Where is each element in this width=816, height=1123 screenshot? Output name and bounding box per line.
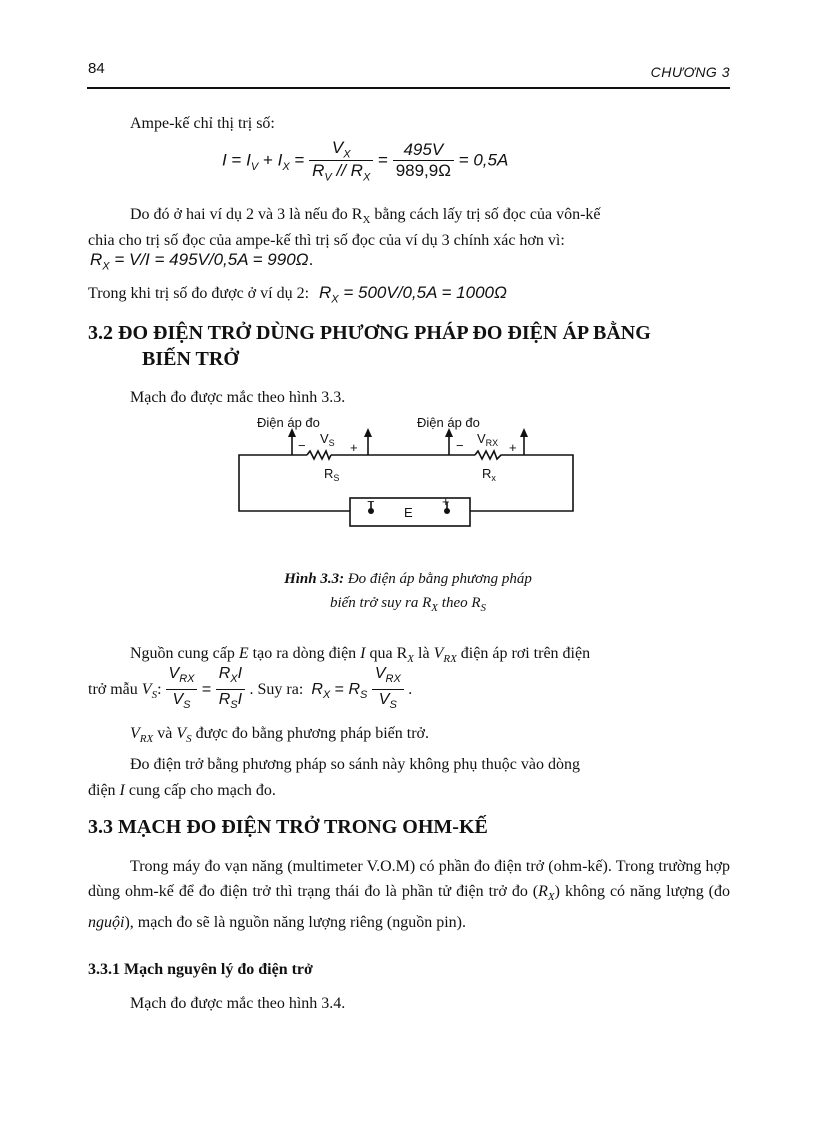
caption-text: biến trở suy ra R	[329, 595, 432, 611]
denominator	[216, 690, 245, 715]
subscript: X	[362, 214, 371, 227]
caption-label: Hình 3.3:	[284, 571, 345, 587]
subscript: X	[407, 653, 415, 666]
section-title-3-3	[88, 816, 488, 839]
caption-text: Đo điện áp bằng phương pháp	[344, 571, 532, 587]
subsection-title-text: 3.3.1 Mạch nguyên lý đo điện trở	[88, 961, 313, 978]
battery-label: E	[404, 505, 413, 520]
fraction	[393, 140, 454, 181]
paragraph-source-line2	[88, 664, 412, 715]
numerator	[216, 664, 245, 690]
resistor-rx	[475, 451, 505, 459]
numerator	[309, 138, 373, 161]
eq-symbol: I	[246, 150, 251, 170]
text-run: điện áp rơi trên điện	[456, 645, 591, 662]
eq-subscript: X	[331, 293, 339, 306]
eq-subscript: S	[389, 699, 397, 712]
text-run: qua R	[365, 645, 408, 662]
subscript: S	[151, 689, 158, 702]
eq-symbol: =	[378, 150, 388, 170]
denominator	[372, 690, 404, 715]
eq-symbol: =	[294, 150, 305, 170]
denominator	[166, 690, 198, 715]
text-run: Do đó ở hai ví dụ 2 và 3 là nếu đo R	[130, 206, 363, 223]
text-run: V	[176, 725, 187, 742]
text-run: Đo điện trở bằng phương pháp so sánh này không phụ thuộc vào dòng	[130, 756, 580, 773]
paragraph-text: Mạch đo được mắc theo hình 3.3.	[130, 389, 346, 406]
paragraph-fig34-ref	[88, 992, 730, 1016]
eq-subscript: X	[230, 673, 238, 686]
text-run: I	[119, 782, 125, 799]
text-run: V	[433, 645, 444, 662]
rx-label: $R_x$	[482, 466, 496, 483]
equation-current	[222, 138, 508, 184]
fraction	[309, 138, 373, 184]
subsection-title-3-3-1	[88, 961, 313, 979]
rs-label: $R_S$	[324, 466, 340, 483]
formula-rx-ex3	[90, 250, 313, 272]
text-run: E	[238, 645, 249, 662]
subscript: RX	[443, 653, 457, 666]
eq-result: = 0,5A	[458, 150, 509, 170]
numerator	[166, 664, 198, 690]
vrx-label: $V_{RX}$	[477, 431, 499, 448]
eq-subscript: S	[183, 699, 191, 712]
eq-subscript: V	[324, 171, 332, 184]
subscript: X	[431, 602, 439, 614]
text-run: được đo bằng phương pháp biến trở.	[191, 725, 429, 742]
eq-subscript: S	[360, 689, 368, 702]
eq-subscript: X	[362, 171, 371, 184]
section-title-3-2	[88, 320, 651, 372]
text-run: Trong máy đo vạn năng (multimeter V.O.M) có phần đo điện trở (ohm-kế). Trong trường hợp dùng ohm-kế để đo điện trở thì trạng thái đo là phần tử điện trở đo (	[88, 858, 730, 900]
eq-subscript: S	[230, 699, 238, 712]
eq-symbol: V	[331, 138, 344, 157]
text-run: R	[538, 883, 548, 900]
text-run: V	[141, 680, 152, 698]
battery-minus: −	[367, 494, 375, 509]
figure-3-3-circuit	[225, 410, 585, 535]
eq-subscript: V	[250, 160, 259, 173]
paragraph-vrx-vs	[88, 722, 730, 751]
text-run: cung cấp cho mạch đo.	[124, 782, 276, 799]
eq-end: .	[308, 250, 314, 269]
section-title-line: 3.3 MẠCH ĐO ĐIỆN TRỞ TRONG OHM-KẾ	[88, 816, 488, 838]
eq-symbol: =	[231, 150, 242, 170]
subscript: X	[547, 891, 555, 904]
eq-symbol: V	[168, 665, 180, 682]
eq-symbol: R	[319, 283, 332, 302]
eq-symbol: I	[222, 150, 227, 170]
fraction	[166, 664, 198, 715]
text-run: ), mạch đo sẽ là nguồn năng lượng riêng (nguồn pin).	[124, 914, 466, 932]
section-title-line: BIẾN TRỞ	[142, 348, 239, 370]
page-number: 84	[88, 60, 105, 77]
vs-label: $V_S$	[320, 431, 335, 448]
label-voltage-right: Điện áp đo	[417, 415, 480, 430]
formula-rx	[311, 665, 408, 712]
text-run: . Suy ra:	[249, 680, 304, 698]
paragraph-text: Mạch đo được mắc theo hình 3.4.	[130, 995, 346, 1012]
paragraph-multimeter	[88, 854, 730, 935]
paragraph-ammeter	[88, 112, 730, 136]
figure-caption	[0, 567, 816, 620]
text-run: nguội	[88, 914, 125, 932]
caption-text: theo R	[438, 595, 481, 611]
eq-symbol: R	[311, 680, 323, 698]
text-run: V	[130, 725, 140, 742]
text-run: và	[153, 725, 177, 742]
paragraph-ex2	[88, 283, 507, 305]
text-run: Nguồn cung cấp	[130, 645, 239, 662]
rs-minus: −	[298, 438, 306, 453]
eq-subscript: RX	[385, 673, 401, 686]
section-title-line: 3.2 ĐO ĐIỆN TRỞ DÙNG PHƯƠNG PHÁP ĐO ĐIỆN ÁP BẰNG	[88, 322, 651, 344]
fraction	[372, 664, 404, 715]
denominator: 989,9Ω	[395, 161, 451, 181]
numerator	[372, 664, 404, 690]
eq-symbol: R	[348, 680, 361, 698]
eq-symbol: I	[237, 665, 243, 682]
text-run: tạo ra dòng điện	[248, 645, 361, 662]
wire	[470, 455, 573, 511]
eq-subscript: X	[282, 160, 290, 173]
text-run: :	[157, 680, 162, 698]
formula-ratio	[166, 665, 250, 712]
eq-symbol: //	[336, 161, 346, 181]
eq-symbol: V	[374, 665, 386, 682]
numerator: 495V	[393, 140, 454, 161]
eq-symbol: =	[201, 680, 212, 698]
arrow-up-icon	[364, 428, 372, 437]
rx-minus: −	[456, 438, 464, 453]
formula-rx-ex2	[319, 283, 507, 306]
text-run: I	[360, 645, 366, 662]
resistor-rs	[307, 451, 331, 459]
text-run: trở mẫu	[88, 680, 142, 698]
chapter-label: CHƯƠNG 3	[650, 64, 730, 80]
subscript: RX	[139, 733, 154, 746]
eq-subscript: X	[102, 260, 110, 273]
eq-symbol: R	[90, 250, 103, 269]
text-run: bằng cách lấy trị số đọc của vôn-kế	[370, 206, 601, 223]
eq-subscript: X	[343, 148, 351, 161]
eq-rest: = V/I = 495V/0,5A = 990Ω	[109, 250, 309, 269]
eq-symbol: V	[172, 691, 184, 709]
eq-symbol: I	[277, 150, 283, 170]
arrow-up-icon	[520, 428, 528, 437]
text-run: ) không có năng lượng (đo	[554, 883, 731, 900]
wire	[239, 455, 350, 511]
eq-subscript: X	[322, 689, 331, 702]
subscript: S	[186, 733, 192, 746]
eq-subscript: RX	[179, 673, 195, 686]
eq-rest: = 500V/0,5A = 1000Ω	[338, 283, 507, 302]
text-run: điện	[88, 782, 120, 799]
text-run: .	[408, 680, 413, 698]
denominator	[309, 161, 373, 183]
eq-symbol: R	[312, 161, 325, 181]
eq-symbol: =	[334, 680, 345, 698]
text-run: chia cho trị số đọc của ampe-kế thì trị số đọc của ví dụ 3 chính xác hơn vì:	[88, 232, 565, 249]
rs-plus: +	[350, 440, 358, 455]
rx-plus: +	[509, 440, 517, 455]
paragraph-independence	[88, 752, 730, 804]
label-voltage-left: Điện áp đo	[257, 415, 320, 430]
fraction	[216, 664, 245, 715]
eq-symbol: R	[350, 161, 363, 181]
eq-symbol: R	[218, 691, 231, 709]
text-run: là	[414, 645, 434, 662]
battery-plus: +	[442, 494, 450, 509]
eq-symbol: V	[378, 691, 390, 709]
eq-symbol: +	[262, 150, 273, 170]
header-rule	[87, 87, 730, 89]
paragraph-fig33-ref	[88, 386, 730, 410]
text-run: Trong khi trị số đo được ở ví dụ 2:	[88, 285, 310, 302]
subscript: S	[480, 602, 487, 614]
paragraph-text: Ampe-kế chỉ thị trị số:	[130, 115, 275, 132]
eq-symbol: I	[237, 691, 243, 709]
eq-symbol: R	[218, 665, 231, 682]
